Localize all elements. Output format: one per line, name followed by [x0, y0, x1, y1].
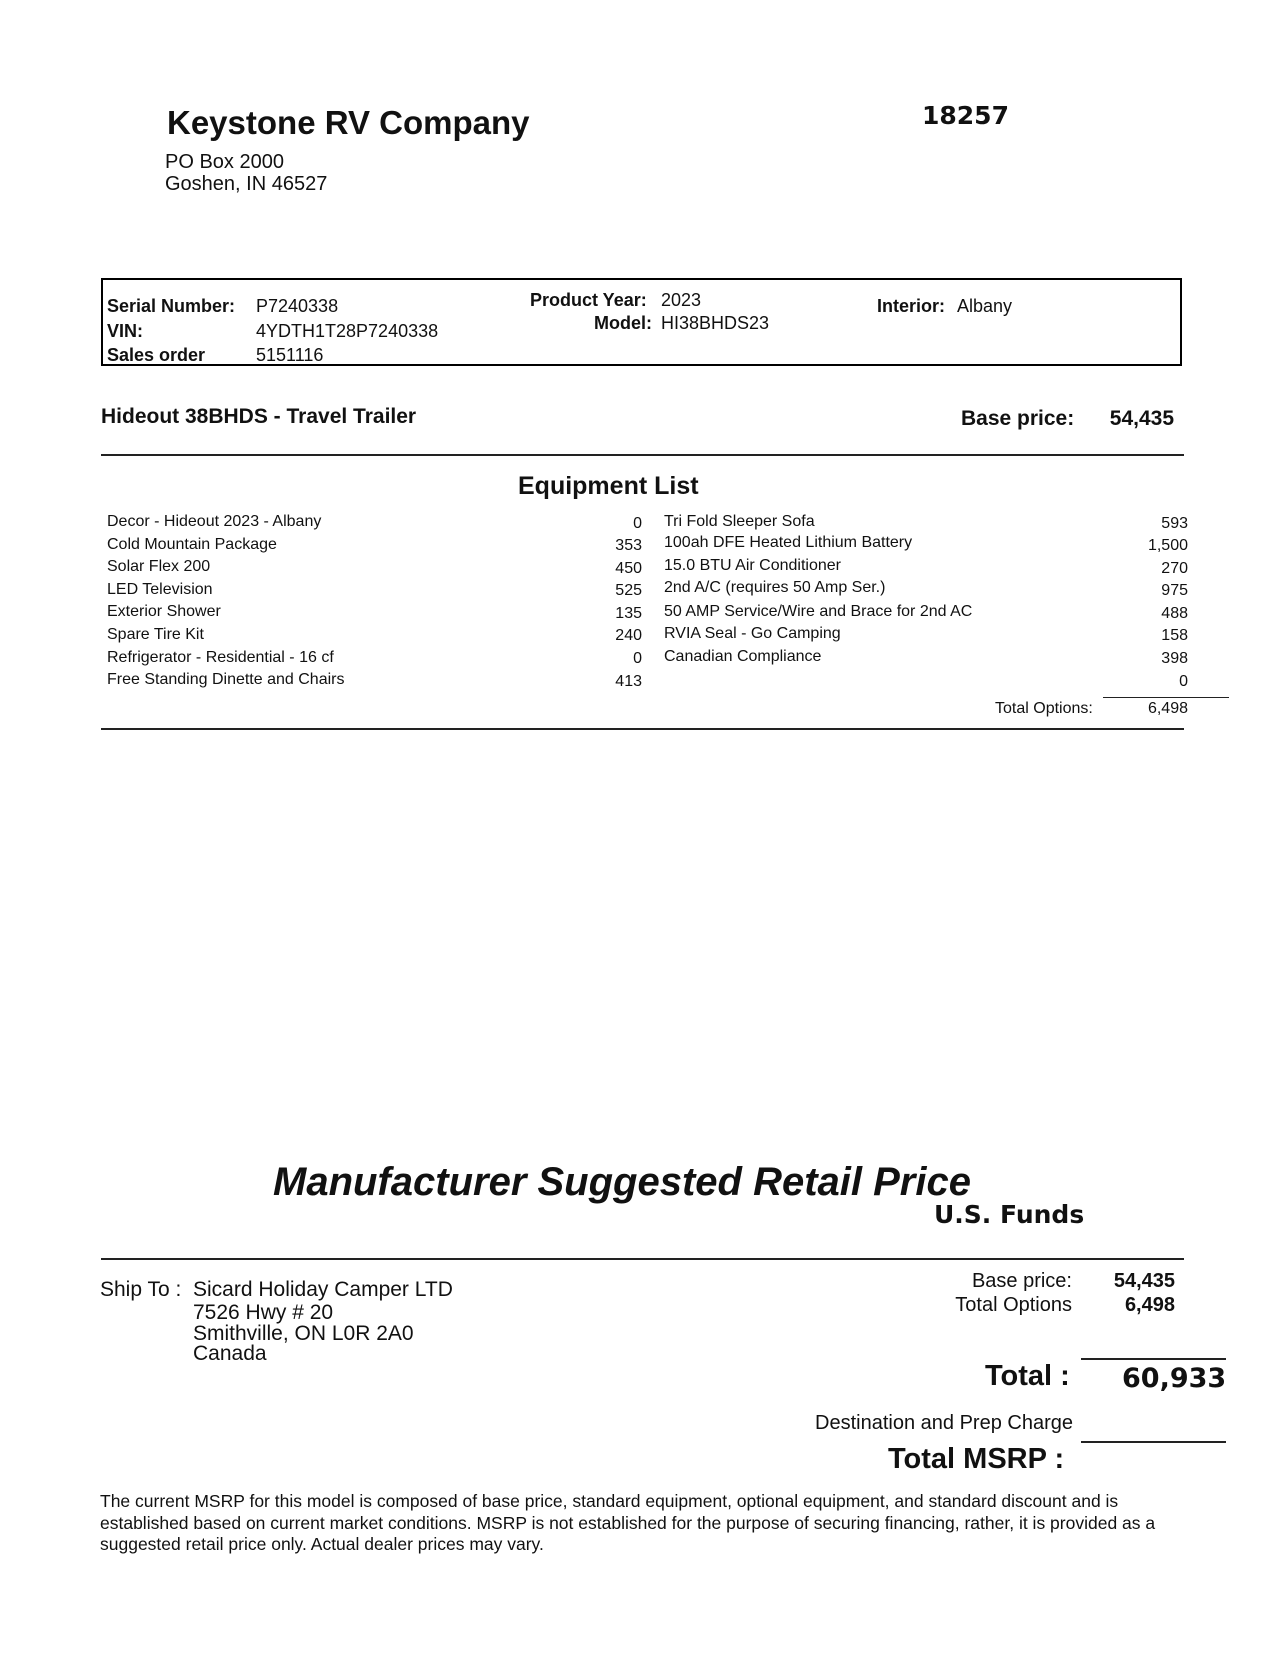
equipment-price: 593	[1161, 515, 1188, 532]
equipment-item: 2nd A/C (requires 50 Amp Ser.)	[664, 579, 886, 596]
vin-value: 4YDTH1T28P7240338	[256, 321, 439, 341]
equipment-price: 158	[1161, 627, 1188, 644]
total-options-label: Total Options:	[995, 700, 1093, 717]
equipment-item: Solar Flex 200	[107, 558, 211, 575]
summary-total-options-value: 6,498	[1124, 1294, 1175, 1316]
divider	[101, 454, 1184, 456]
equipment-item: Exterior Shower	[107, 603, 221, 620]
total-label: Total :	[985, 1360, 1070, 1392]
equipment-price: 353	[615, 537, 642, 554]
serial-number-value: P7240338	[256, 296, 339, 316]
equipment-item: RVIA Seal - Go Camping	[664, 625, 841, 642]
total-value: 60,933	[1122, 1363, 1227, 1394]
serial-number-label: Serial Number:	[107, 296, 236, 316]
model-value: HI38BHDS23	[661, 313, 770, 333]
equipment-item: Decor - Hideout 2023 - Albany	[107, 513, 322, 530]
equipment-item: LED Television	[107, 581, 213, 598]
base-price-value: 54,435	[1109, 407, 1174, 430]
equipment-list-title: Equipment List	[518, 472, 699, 500]
equipment-price: 0	[633, 515, 642, 532]
equipment-price: 0	[633, 650, 642, 667]
ship-to-line: 7526 Hwy # 20	[193, 1301, 334, 1324]
equipment-price: 270	[1161, 560, 1188, 577]
equipment-item: Free Standing Dinette and Chairs	[107, 671, 345, 688]
equipment-price: 0	[1179, 673, 1188, 690]
sales-order-value: 5151116	[256, 345, 324, 365]
divider	[101, 1258, 1184, 1260]
ship-to-label: Ship To :	[100, 1278, 182, 1301]
equipment-price: 975	[1161, 582, 1188, 599]
equipment-item: Canadian Compliance	[664, 648, 822, 665]
total-msrp-label: Total MSRP :	[888, 1443, 1065, 1475]
destination-charge-line	[1081, 1441, 1226, 1443]
equipment-price: 135	[615, 605, 642, 622]
equipment-price: 1,500	[1147, 537, 1188, 554]
model-label: Model:	[594, 313, 652, 333]
equipment-item: Refrigerator - Residential - 16 cf	[107, 649, 334, 666]
equipment-item: 50 AMP Service/Wire and Brace for 2nd AC	[664, 603, 973, 620]
ship-to-line: Smithville, ON L0R 2A0	[193, 1322, 414, 1345]
equipment-price: 450	[615, 560, 642, 577]
destination-prep-label: Destination and Prep Charge	[815, 1412, 1073, 1434]
currency-note: U.S. Funds	[934, 1200, 1085, 1229]
ship-to-line: Sicard Holiday Camper LTD	[193, 1278, 453, 1301]
equipment-price: 413	[615, 673, 642, 690]
product-year-label: Product Year:	[530, 290, 647, 310]
base-price-label: Base price:	[961, 407, 1075, 430]
total-options-value: 6,498	[1147, 700, 1188, 717]
summary-base-price-value: 54,435	[1113, 1270, 1175, 1292]
equipment-item: Cold Mountain Package	[107, 536, 277, 553]
summary-total-options-label: Total Options	[955, 1294, 1072, 1316]
company-name: Keystone RV Company	[167, 104, 530, 141]
interior-label: Interior:	[877, 296, 946, 316]
total-line	[1081, 1358, 1226, 1360]
document-number: 18257	[922, 101, 1009, 130]
equipment-item: Spare Tire Kit	[107, 626, 204, 643]
equipment-item: 100ah DFE Heated Lithium Battery	[664, 534, 913, 551]
interior-value: Albany	[957, 296, 1013, 316]
msrp-title: Manufacturer Suggested Retail Price	[273, 1160, 971, 1204]
total-options-underline	[1103, 697, 1229, 698]
summary-base-price-label: Base price:	[971, 1270, 1072, 1292]
equipment-item: Tri Fold Sleeper Sofa	[664, 513, 815, 530]
sales-order-label: Sales order	[107, 345, 206, 365]
equipment-price: 525	[615, 582, 642, 599]
divider	[101, 728, 1184, 730]
ship-to-line: Canada	[193, 1342, 267, 1365]
company-address-line1: PO Box 2000	[165, 151, 284, 173]
msrp-disclaimer: The current MSRP for this model is composed of base price, standard equipment, optional equipment, and standard discount and is established based on current market conditions. MSRP is not established for the purpose of securing financing, rather, it is provided as a suggested retail price only. Actual dealer prices may vary.	[100, 1491, 1156, 1554]
equipment-item: 15.0 BTU Air Conditioner	[664, 557, 841, 574]
model-title: Hideout 38BHDS - Travel Trailer	[101, 405, 417, 428]
company-address-line2: Goshen, IN 46527	[165, 173, 328, 195]
product-year-value: 2023	[661, 290, 702, 310]
equipment-price: 488	[1161, 605, 1188, 622]
vin-label: VIN:	[107, 321, 143, 341]
equipment-price: 398	[1161, 650, 1188, 667]
equipment-price: 240	[615, 627, 642, 644]
